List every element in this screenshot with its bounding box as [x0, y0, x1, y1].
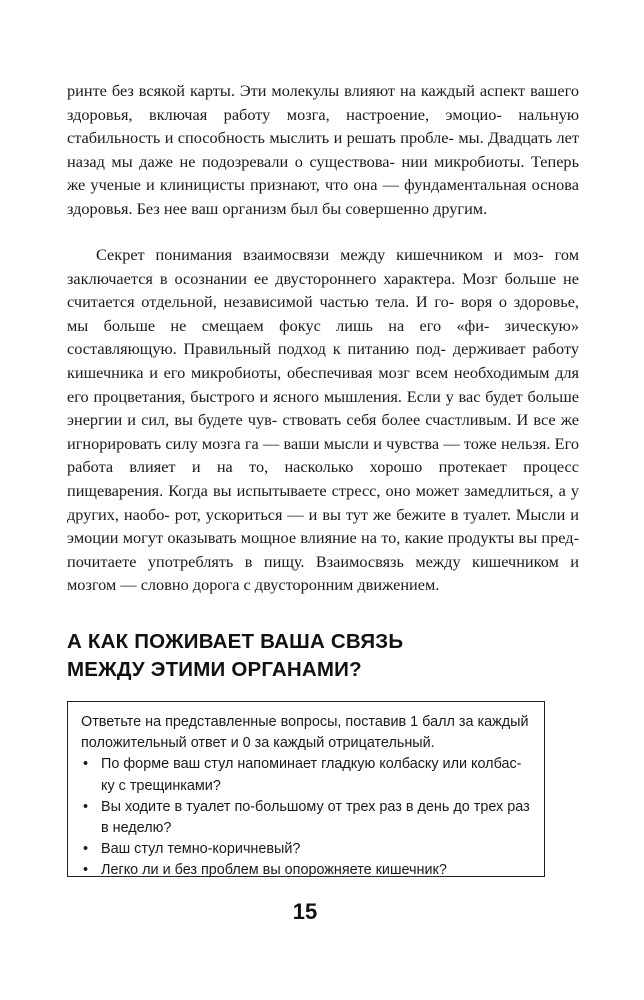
bullet-icon: •	[83, 756, 89, 773]
text-line: то, насколько хорошо протекает процесс пищеварения. Когда вы	[67, 457, 579, 500]
question-text: ку с трещинками?	[101, 777, 221, 794]
text-line: Секрет понимания взаимосвязи между кишечником и моз-	[96, 245, 544, 264]
quiz-question	[81, 839, 532, 860]
text-line: мы. Двадцать лет назад мы даже не подозревали о существова-	[67, 128, 580, 171]
question-text: Легко ли и без проблем вы опорожняете кишечник?	[101, 862, 447, 879]
text-line: нии микробиоты. Теперь же ученые и клиницисты признают, что	[67, 151, 579, 195]
text-line: рот, ускориться — и вы тут же бежите в туалет. Мысли и эмоции	[67, 504, 579, 548]
text-line: зическую» составляющую. Правильный подход к питанию под-	[67, 315, 579, 359]
text-line: испытываете стресс, оно может замедлиться, а у других, наобо-	[67, 480, 580, 524]
heading-line-1: А КАК ПОЖИВАЕТ ВАША СВЯЗЬ	[67, 630, 404, 653]
bullet-icon: •	[83, 841, 89, 858]
quiz-intro	[81, 712, 532, 754]
quiz-intro-line: Ответьте на представленные вопросы, поставив 1 балл за каждый	[81, 714, 529, 730]
text-line: вашего здоровья, включая работу мозга, настроение, эмоцио-	[67, 81, 579, 124]
question-text: По форме ваш стул напоминает гладкую колбаску или колбас-	[101, 756, 522, 773]
text-line: могут оказывать мощное влияние на то, какие продукты вы пред-	[122, 528, 579, 548]
page-number: 15	[292, 899, 318, 924]
text-line: воря о здоровье, мы больше не смещаем фокус лишь на его «фи-	[67, 292, 579, 335]
text-line: почитаете употреблять в пищу. Взаимосвязь между кишечником	[67, 551, 559, 571]
question-text: в неделю?	[101, 820, 172, 837]
question-text: Ваш стул темно-коричневый?	[101, 841, 301, 858]
paragraph-text	[67, 79, 579, 221]
text-line: ринте без всякой карты. Эти молекулы влияют на каждый аспект	[67, 81, 526, 100]
text-line: ствовать себя более счастливым. И все же игнорировать силу мозга	[67, 410, 579, 453]
body-paragraph-2	[67, 243, 579, 597]
text-line: держивает работу кишечника и его микробиоты, обеспечивая	[67, 339, 579, 382]
text-line: и мозгом — словно дорога с двусторонним движением.	[67, 551, 579, 595]
quiz-intro-line: положительный ответ и 0 за каждый отрицательный.	[81, 735, 435, 752]
section-heading	[67, 628, 579, 684]
text-line: был бы совершенно другим.	[290, 198, 488, 218]
text-line: больше не считается отдельной, независимой частью тела. И го-	[67, 268, 579, 312]
text-line: мозг всем необходимым для его процветания, быстрого и ясного	[67, 362, 579, 406]
quiz-question-list	[81, 754, 532, 881]
quiz-question	[81, 797, 532, 839]
question-text: Вы ходите в туалет по-большому от трех раз в день до трех раз	[101, 798, 530, 815]
quiz-question	[81, 754, 532, 796]
text-line: нальную стабильность и способность мыслить и решать пробле-	[67, 104, 579, 148]
text-line: она — фундаментальная основа здоровья. Без нее ваш организм	[67, 175, 579, 218]
heading-line-2: МЕЖДУ ЭТИМИ ОРГАНАМИ?	[67, 658, 362, 681]
paragraph-text	[67, 243, 579, 597]
quiz-box	[67, 701, 545, 877]
text-line: мышления. Если у вас будет больше энергии и сил, вы будете чув-	[67, 386, 580, 430]
quiz-question	[81, 860, 532, 881]
text-line: га — ваши мысли и чувства — тоже нельзя. Его работа влияет и на	[67, 433, 580, 477]
bullet-icon: •	[83, 862, 89, 879]
bullet-icon: •	[83, 798, 89, 815]
body-paragraph-1	[67, 79, 579, 221]
text-line: гом заключается в осознании ее двустороннего характера. Мозг	[67, 245, 579, 288]
